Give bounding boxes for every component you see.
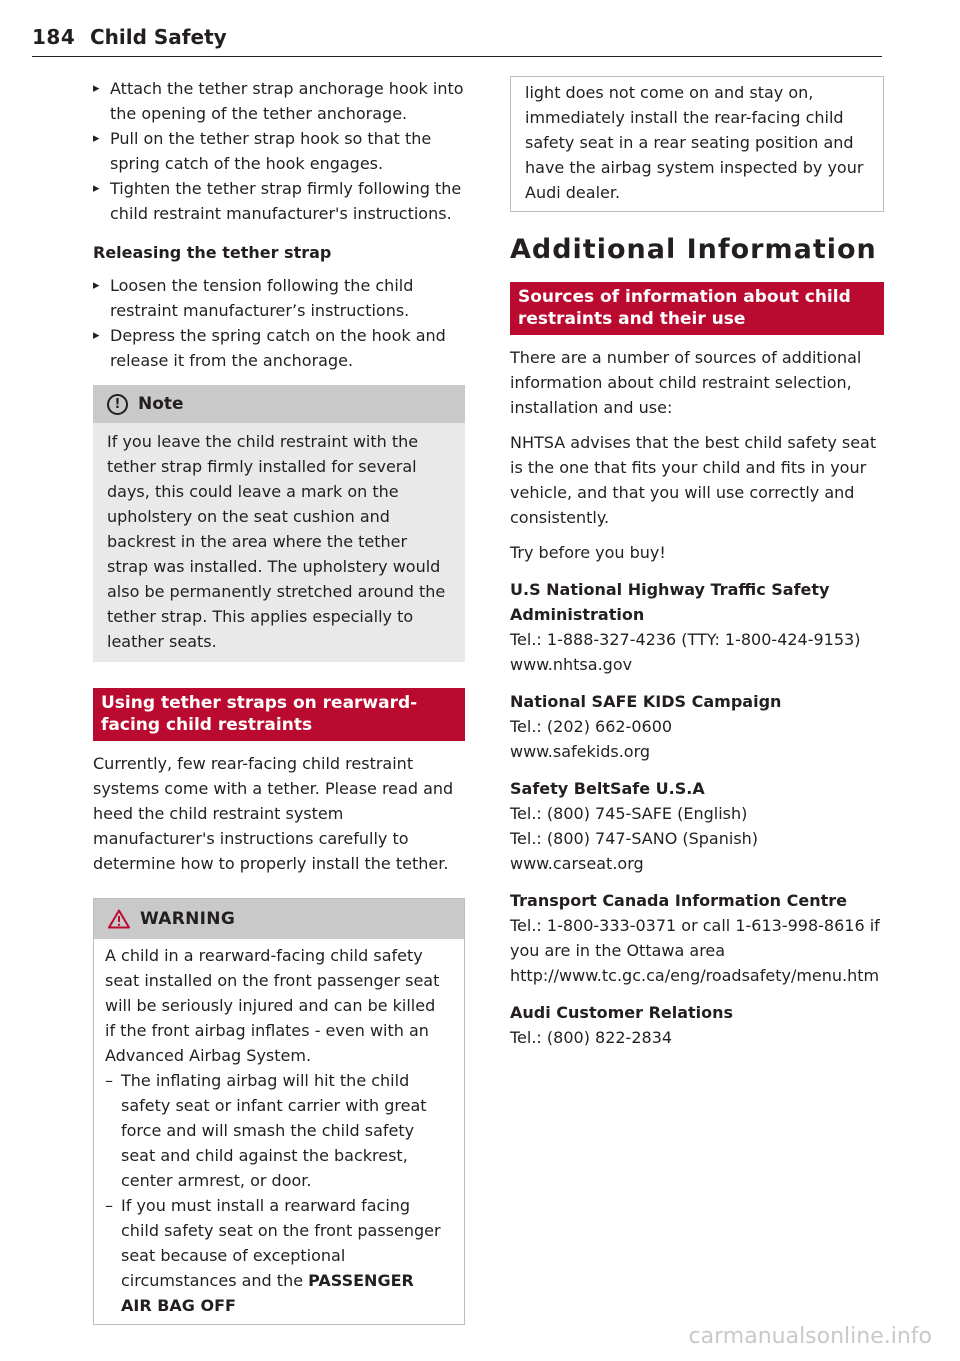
note-text: If you leave the child restraint with the tether strap firmly installed for several days, this could leave a mark on the upholstery on the seat cushion and backrest in the area where the tether strap was installed. The upholstery would also be permanently stretched around the tether strap. This applies especially to leather seats. (107, 432, 446, 651)
note-title: Note (138, 394, 184, 414)
sources-para-2: NHTSA advises that the best child safety seat is the one that fits your child and fits in your vehicle, and that you will use correctly and consistently. (510, 433, 877, 527)
page-number: 184 (32, 25, 76, 49)
contact-phone: Tel.: 1-888-327-4236 (TTY: 1-800-424-9153) (510, 630, 861, 649)
sources-para-1: There are a number of sources of additional information about child restraint selection, installation and use: (510, 348, 862, 417)
left-column (93, 76, 465, 1325)
contact-name: Transport Canada Information Centre (510, 891, 847, 910)
tether-rearward-heading: Using tether straps on rearward-facing child restraints (93, 688, 465, 741)
warning-triangle-icon (108, 909, 130, 929)
page-header (32, 22, 882, 57)
chapter-title: Child Safety (90, 25, 227, 49)
tether-rearward-text: Currently, few rear-facing child restraint systems come with a tether. Please read and heed the child restraint system manufacturer's instructions carefully to determine how to properly install the tether. (93, 754, 454, 873)
sources-para-3: Try before you buy! (510, 543, 666, 562)
attach-steps (93, 76, 465, 226)
contact-phone: Tel.: (202) 662-0600 (510, 717, 673, 736)
releasing-heading: Releasing the tether strap (93, 243, 332, 262)
warning-box (93, 898, 465, 1325)
warning-list (105, 1068, 450, 1318)
contact-name: Safety BeltSafe U.S.A (510, 779, 705, 798)
contact-name: U.S National Highway Traffic Safety Administration (510, 580, 830, 624)
contact-url: www.safekids.org (510, 742, 651, 761)
watermark: carmanualsonline.info (688, 1324, 932, 1349)
warning-continued: light does not come on and stay on, immediately install the rear-facing child safety seat in a rear seating position and have the airbag system inspected by your Audi dealer. (510, 76, 884, 212)
contact-beltsafe (510, 776, 884, 876)
exclamation-circle-icon: ! (107, 394, 128, 415)
list-item: ▸ Attach the tether strap anchorage hook into the opening of the tether anchorage. (93, 76, 465, 126)
list-item: ▸ Pull on the tether strap hook so that the spring catch of the hook engages. (93, 126, 465, 176)
contact-safe-kids (510, 689, 884, 764)
contact-url: www.nhtsa.gov (510, 655, 633, 674)
warning-body (94, 939, 464, 1324)
contact-name: Audi Customer Relations (510, 1003, 734, 1022)
release-steps (93, 273, 465, 373)
warning-header (94, 899, 464, 939)
list-item: – The inflating airbag will hit the child safety seat or infant carrier with great force and will smash the child safety seat and child against the backrest, center armrest, or door. (105, 1068, 450, 1193)
list-item (105, 1193, 450, 1318)
contact-url: http://www.tc.gc.ca/eng/roadsafety/menu.htm (510, 966, 880, 985)
sources-heading: Sources of information about child restraints and their use (510, 282, 884, 335)
contact-phone: Tel.: 1-800-333-0371 or call 1-613-998-8616 if you are in the Ottawa area (510, 916, 880, 960)
note-box (93, 385, 465, 662)
list-item: ▸ Loosen the tension following the child restraint manufacturer’s instructions. (93, 273, 465, 323)
contact-phone: Tel.: (800) 747-SANO (Spanish) (510, 829, 759, 848)
contact-phone: Tel.: (800) 822-2834 (510, 1028, 673, 1047)
contact-name: National SAFE KIDS Campaign (510, 692, 782, 711)
contact-nhtsa (510, 577, 884, 677)
contact-transport-canada (510, 888, 884, 988)
right-column (510, 76, 884, 1050)
additional-info-heading: Additional Information (510, 234, 877, 265)
list-item: ▸ Depress the spring catch on the hook and release it from the anchorage. (93, 323, 465, 373)
note-header (93, 385, 465, 423)
warning-item2-text: If you must install a rearward facing child safety seat on the front passenger seat because of exceptional circumstances and the (121, 1196, 441, 1290)
passenger-airbag-off-label: PASSENGER AIR BAG OFF (121, 1271, 414, 1315)
warning-title: WARNING (140, 909, 236, 929)
warning-intro: A child in a rearward-facing child safety seat installed on the front passenger seat will be seriously injured and can be killed if the front airbag inflates - even with an Advanced Airbag System. (105, 946, 440, 1065)
contact-audi (510, 1000, 884, 1050)
contact-phone: Tel.: (800) 745-SAFE (English) (510, 804, 748, 823)
contact-url: www.carseat.org (510, 854, 644, 873)
list-item: ▸ Tighten the tether strap firmly following the child restraint manufacturer's instructions. (93, 176, 465, 226)
